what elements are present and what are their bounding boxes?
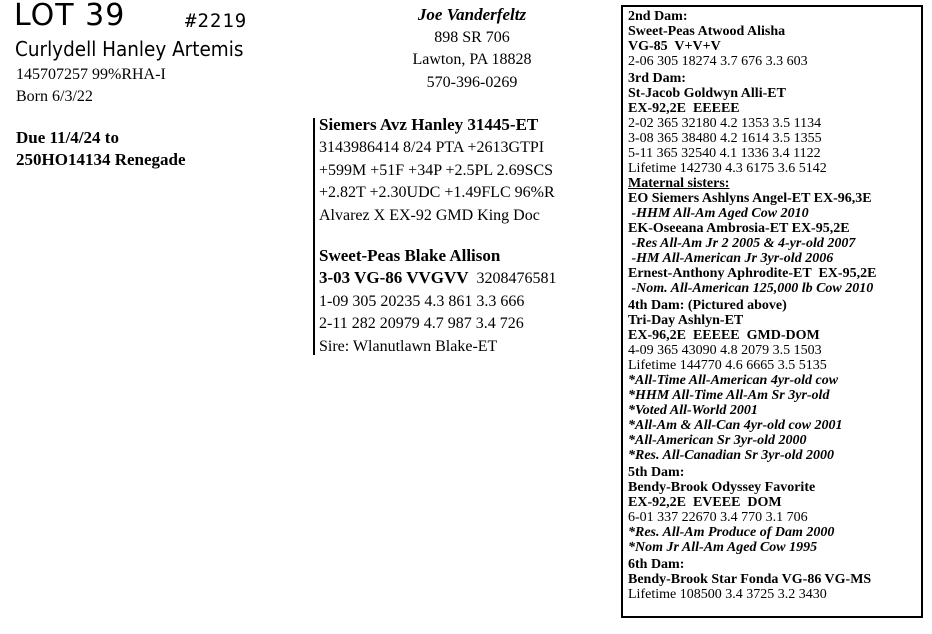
pedigree-line: Sweet-Peas Atwood Alisha bbox=[628, 24, 786, 39]
dam-sire: Sire: Wlanutlawn Blake-ET bbox=[319, 337, 498, 355]
due-date bbox=[16, 127, 186, 171]
pedigree-line: EO Siemers Ashlyns Angel-ET EX-96,3E bbox=[628, 191, 872, 206]
pedigree-line: 3-08 365 38480 4.2 1614 3.5 1355 bbox=[628, 131, 822, 146]
pedigree-line: Bendy-Brook Odyssey Favorite bbox=[628, 480, 816, 495]
dam-block bbox=[319, 245, 557, 358]
sire-name: Siemers Avz Hanley 31445-ET bbox=[319, 115, 539, 134]
pedigree-line: 4th Dam: (Pictured above) bbox=[628, 298, 787, 313]
pedigree-line: *Res. All-Am Produce of Dam 2000 bbox=[628, 525, 835, 540]
pedigree-line: Lifetime 142730 4.3 6175 3.6 5142 bbox=[628, 161, 827, 176]
pedigree-line: Ernest-Anthony Aphrodite-ET EX-95,2E bbox=[628, 266, 877, 281]
sire-block bbox=[319, 114, 555, 228]
dam-record: 2-11 282 20979 4.7 987 3.4 726 bbox=[319, 315, 524, 333]
pedigree-line: *All-American Sr 3yr-old 2000 bbox=[628, 433, 807, 448]
dam-record: 1-09 305 20235 4.3 861 3.3 666 bbox=[319, 292, 525, 310]
pedigree-line: 6-01 337 22670 3.4 770 3.1 706 bbox=[628, 510, 808, 525]
due-line-2: 250HO14134 Renegade bbox=[16, 150, 186, 169]
pedigree-line: VG-85 V+V+V bbox=[628, 39, 721, 54]
pedigree-line: *All-Am & All-Can 4yr-old cow 2001 bbox=[628, 418, 843, 433]
pedigree-line: -HM All-American Jr 3yr-old 2006 bbox=[628, 251, 834, 266]
consignor-phone: 570-396-0269 bbox=[426, 73, 518, 91]
pedigree-line: 5-11 365 32540 4.1 1336 3.4 1122 bbox=[628, 146, 821, 161]
sire-line: 3143986414 8/24 PTA +2613GTPI bbox=[319, 138, 545, 156]
dam-name: Sweet-Peas Blake Allison bbox=[319, 246, 501, 265]
sire-dam-divider bbox=[313, 118, 315, 355]
pedigree-line: Bendy-Brook Star Fonda VG-86 VG-MS bbox=[628, 572, 872, 587]
sire-line: +2.82T +2.30UDC +1.49FLC 96%R bbox=[319, 184, 555, 202]
pedigree-line: *HHM All-Time All-Am Sr 3yr-old bbox=[628, 388, 830, 403]
pedigree-line: 4-09 365 43090 4.8 2079 3.5 1503 bbox=[628, 343, 822, 358]
pedigree-line: -HHM All-Am Aged Cow 2010 bbox=[628, 206, 809, 221]
pedigree-line: EX-92,2E EEEEE bbox=[628, 101, 740, 116]
animal-name: Curlydell Hanley Artemis bbox=[15, 37, 244, 61]
due-line-1: Due 11/4/24 to bbox=[16, 128, 119, 147]
pedigree-line: *Voted All-World 2001 bbox=[628, 403, 758, 418]
pedigree-line: 5th Dam: bbox=[628, 465, 685, 480]
pedigree-line: 2-06 305 18274 3.7 676 3.3 603 bbox=[628, 54, 808, 69]
birth-date: Born 6/3/22 bbox=[16, 88, 93, 105]
pedigree-list bbox=[628, 9, 876, 602]
sire-line: Alvarez X EX-92 GMD King Doc bbox=[319, 207, 540, 225]
lot-number: LOT 39 bbox=[14, 0, 126, 33]
pedigree-line: EX-92,2E EVEEE DOM bbox=[628, 495, 782, 510]
pedigree-line: -Res All-Am Jr 2 2005 & 4-yr-old 2007 bbox=[628, 236, 856, 251]
pedigree-line: 3rd Dam: bbox=[628, 71, 686, 86]
pedigree-line: Tri-Day Ashlyn-ET bbox=[628, 313, 744, 328]
pedigree-line: *All-Time All-American 4yr-old cow bbox=[628, 373, 839, 388]
pedigree-line: *Res. All-Canadian Sr 3yr-old 2000 bbox=[628, 448, 835, 463]
pedigree-line: 2nd Dam: bbox=[628, 9, 688, 24]
dam-classification-line bbox=[319, 267, 557, 290]
pedigree-line: Lifetime 108500 3.4 3725 3.2 3430 bbox=[628, 587, 827, 602]
pedigree-line: EK-Oseeana Ambrosia-ET EX-95,2E bbox=[628, 221, 850, 236]
consignor-address-1: 898 SR 706 bbox=[434, 28, 510, 46]
consignor-name: Joe Vanderfeltz bbox=[417, 5, 527, 24]
registration-info: 145707257 99%RHA-I bbox=[16, 66, 166, 83]
pedigree-line: 6th Dam: bbox=[628, 557, 685, 572]
pedigree-line: Lifetime 144770 4.6 6665 3.5 5135 bbox=[628, 358, 827, 373]
pedigree-line: Maternal sisters: bbox=[628, 176, 730, 191]
consignor-block bbox=[372, 4, 572, 94]
consignor-address-2: Lawton, PA 18828 bbox=[412, 51, 532, 68]
pedigree-line: 2-02 365 32180 4.2 1353 3.5 1134 bbox=[628, 116, 822, 131]
dam-classification: 3-03 VG-86 VVGVV bbox=[319, 268, 469, 288]
pedigree-line: *Nom Jr All-Am Aged Cow 1995 bbox=[628, 540, 818, 555]
pedigree-line: St-Jacob Goldwyn Alli-ET bbox=[628, 86, 786, 101]
sire-line: +599M +51F +34P +2.5PL 2.69SCS bbox=[319, 161, 554, 179]
pedigree-line: EX-96,2E EEEEE GMD-DOM bbox=[628, 328, 820, 343]
catalog-number: #2219 bbox=[185, 10, 248, 32]
pedigree-line: -Nom. All-American 125,000 lb Cow 2010 bbox=[628, 281, 874, 296]
dam-registration: 3208476581 bbox=[468, 270, 557, 288]
